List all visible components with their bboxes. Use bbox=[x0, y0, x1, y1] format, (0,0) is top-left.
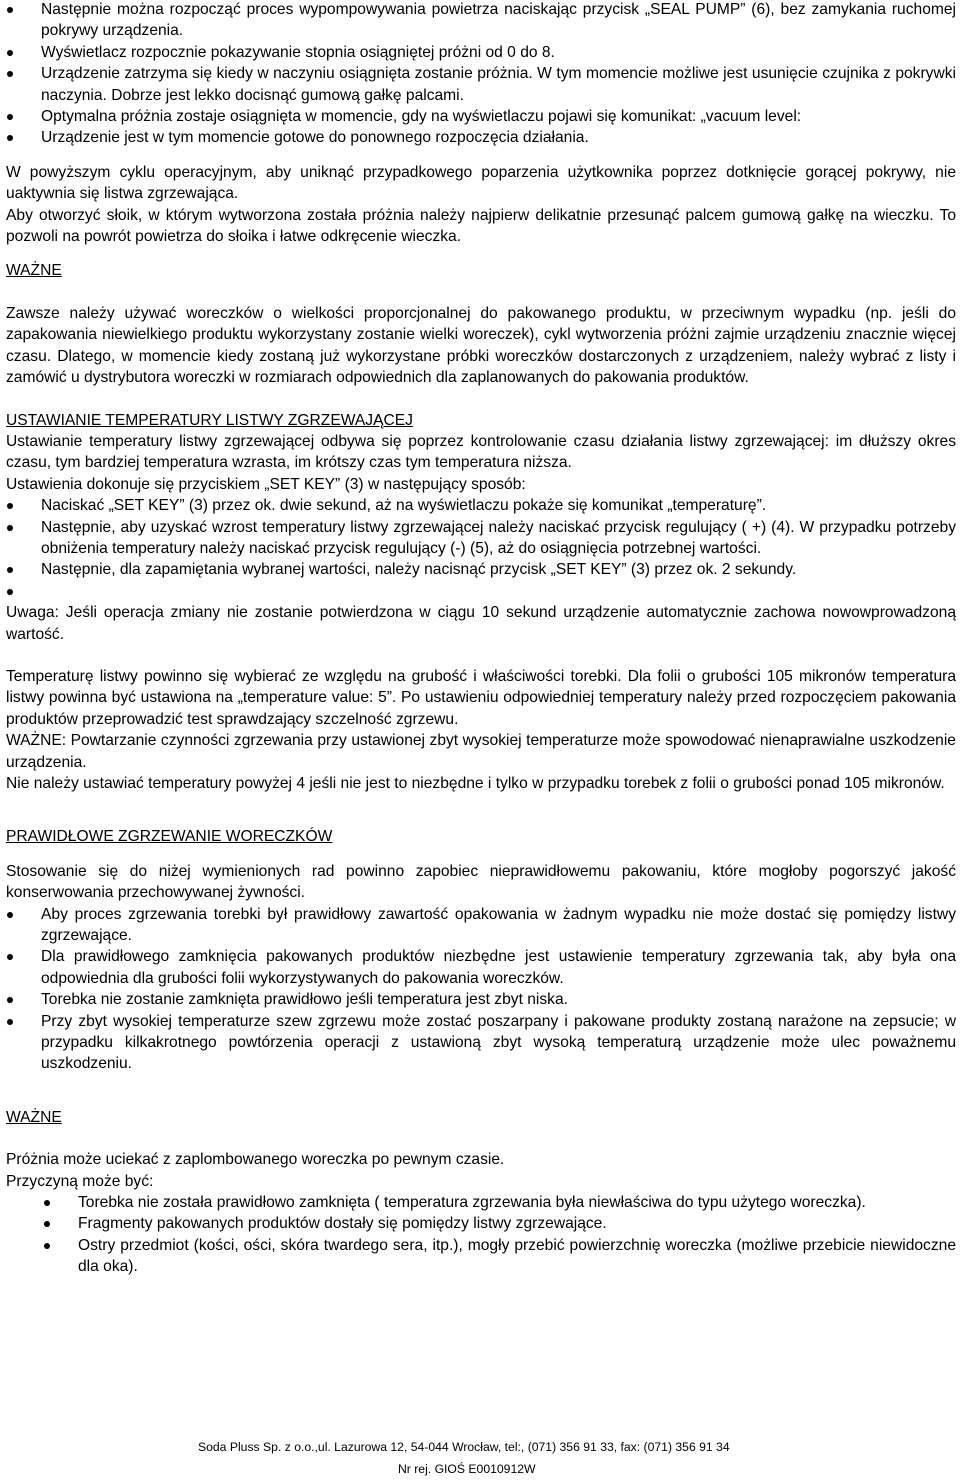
list-item: Aby proces zgrzewania torebki był prawidłowy zawartość opakowania w żadnym wypadku nie może dostać się pomiędzy listwy zgrzewające. bbox=[6, 904, 956, 947]
intro-bullet-list bbox=[6, 0, 956, 149]
paragraph-bags: Zawsze należy używać woreczków o wielkości proporcjonalnej do pakowanego produktu, w przeciwnym wypadku (np. jeśli do zapakowania niewielkiego produktu wykorzystany zostanie wielki woreczek), cykl wytworzenia próżni zajmie urządzeniu znacznie więcej czasu. Dlatego, w momencie kiedy zostaną już wykorzystane próbki woreczków dostarczonych z urządzeniem, należy wybrać z listy i zamówić u dystrybutora woreczki w rozmiarach odpowiednich dla zaplanowanych do pakowania produktów. bbox=[6, 304, 956, 387]
list-item: Ostry przedmiot (kości, ości, skóra twardego sera, itp.), mogły przebić powierzchnię woreczka (możliwe przebicie niewidoczne dla oka). bbox=[6, 1235, 956, 1278]
heading-wazne-1: WAŻNE bbox=[6, 262, 62, 280]
list-item: Urządzenie zatrzyma się kiedy w naczyniu osiągnięta zostanie próżnia. W tym momencie możliwe jest usunięcie czujnika z pokrywki naczynia. Dobrze jest lekko docisnąć gumową gałkę palcami. bbox=[6, 63, 956, 106]
list-item: Fragmenty pakowanych produktów dostały się pomiędzy listwy zgrzewające. bbox=[6, 1213, 956, 1234]
footer-company: Soda Pluss Sp. z o.o.,ul. Lazurowa 12, 54-044 Wrocław, tel:, (071) 356 91 33, fax: (071) 356 91 34 bbox=[198, 1440, 730, 1454]
paragraph-sealing: Stosowanie się do niżej wymienionych rad powinno zapobiec nieprawidłowemu pakowaniu, które mogłoby pogorszyć jakość konserwowania przechowywanej żywności. bbox=[6, 862, 956, 902]
list-item: Następnie, dla zapamiętania wybranej wartości, należy nacisnąć przycisk „SET KEY” (3) przez ok. 2 sekundy. bbox=[6, 559, 956, 580]
paragraph-open-jar: Aby otworzyć słoik, w którym wytworzona została próżnia należy najpierw delikatnie przesunąć palcem gumową gałkę na wieczku. To pozwoli na powrót powietrza do słoika i łatwe odkręcenie wieczka. bbox=[6, 206, 956, 246]
paragraph-leak: Próżnia może uciekać z zaplombowanego woreczka po pewnym czasie. bbox=[6, 1151, 505, 1169]
list-item: Następnie można rozpocząć proces wypompowywania powietrza naciskając przycisk „SEAL PUMP” (6), bez zamykania ruchomej pokrywy urządzenia. bbox=[6, 0, 956, 42]
list-item: Torebka nie zostanie zamknięta prawidłowo jeśli temperatura jest zbyt niska. bbox=[6, 989, 956, 1010]
list-item: Naciskać „SET KEY” (3) przez ok. dwie sekund, aż na wyświetlaczu pokaże się komunikat „temperaturę”. bbox=[6, 495, 956, 516]
list-item: Urządzenie jest w tym momencie gotowe do ponownego rozpoczęcia działania. bbox=[6, 127, 956, 148]
list-item: Wyświetlacz rozpocznie pokazywanie stopnia osiągniętej próżni od 0 do 8. bbox=[6, 42, 956, 63]
temperature-bullet-list bbox=[6, 495, 956, 602]
cause-bullet-list bbox=[6, 1192, 956, 1278]
paragraph-wazne-repeat: WAŻNE: Powtarzanie czynności zgrzewania przy ustawionej zbyt wysokiej temperaturze może spowodować nienaprawialne uszkodzenie urządzenia. bbox=[6, 732, 956, 771]
list-item: Torebka nie została prawidłowo zamknięta ( temperatura zgrzewania była niewłaściwa do typu użytego woreczka). bbox=[6, 1192, 956, 1213]
paragraph-cause: Przyczyną może być: bbox=[6, 1172, 154, 1190]
document-page bbox=[6, 0, 956, 1278]
list-item: Dla prawidłowego zamknięcia pakowanych produktów niezbędne jest ustawienie temperatury zgrzewania tak, aby była ona odpowiednia dla grubości folii wykorzystywanych do pakowania woreczków. bbox=[6, 946, 956, 989]
heading-temperature: USTAWIANIE TEMPERATURY LISTWY ZGRZEWAJĄCEJ bbox=[6, 411, 413, 429]
paragraph-uwaga: Uwaga: Jeśli operacja zmiany nie zostanie potwierdzona w ciągu 10 sekund urządzenie automatycznie zachowa nowowprowadzoną wartość. bbox=[6, 604, 956, 643]
paragraph-cycle: W powyższym cyklu operacyjnym, aby uniknąć przypadkowego poparzenia użytkownika poprzez dotknięcie gorącej pokrywy, nie uaktywnia się listwa zgrzewająca. bbox=[6, 163, 956, 203]
list-item bbox=[6, 581, 956, 602]
paragraph-temperature-2: Ustawienia dokonuje się przyciskiem „SET KEY” (3) w następujący sposób: bbox=[6, 475, 526, 493]
list-item: Optymalna próżnia zostaje osiągnięta w momencie, gdy na wyświetlaczu pojawi się komunikat: „vacuum level: bbox=[6, 106, 956, 127]
heading-sealing: PRAWIDŁOWE ZGRZEWANIE WORECZKÓW bbox=[6, 828, 333, 846]
list-item: Następnie, aby uzyskać wzrost temperatury listwy zgrzewającej należy naciskać przycisk regulujący ( +) (4). W przypadku potrzeby obniżenia temperatury należy naciskać przycisk regulujący (-) (5), aż do osiągnięcia potrzebnej wartości. bbox=[6, 517, 956, 560]
paragraph-temperature-choice: Temperaturę listwy powinno się wybierać ze względu na grubość i właściwości torebki. Dla folii o grubości 105 mikronów temperatura listwy powinna być ustawiona na „temperature value: 5”. Po ustawieniu odpowiedniej temperatury należy przed rozpoczęciem pakowania produktów przeprowadzić test sprawdzający szczelność zgrzewu. bbox=[6, 667, 956, 728]
paragraph-temperature-1: Ustawianie temperatury listwy zgrzewającej odbywa się poprzez kontrolowanie czasu działania listwy zgrzewającej: im dłuższy okres czasu, tym bardziej temperatura wzrasta, im krótszy czas tym temperatura niższa. bbox=[6, 432, 956, 472]
sealing-bullet-list bbox=[6, 904, 956, 1075]
footer-registration: Nr rej. GIOŚ E0010912W bbox=[398, 1462, 536, 1476]
heading-wazne-2: WAŻNE bbox=[6, 1108, 62, 1126]
list-item: Przy zbyt wysokiej temperaturze szew zgrzewu może zostać poszarpany i pakowane produkty zostaną narażone na zepsucie; w przypadku kilkakrotnego powtórzenia operacji z ustawioną zbyt wysoką temperaturą urządzenie może ulec poważnemu uszkodzeniu. bbox=[6, 1011, 956, 1075]
paragraph-above-4: Nie należy ustawiać temperatury powyżej 4 jeśli nie jest to niezbędne i tylko w przypadku torebek z folii o grubości ponad 105 mikronów. bbox=[6, 774, 945, 792]
